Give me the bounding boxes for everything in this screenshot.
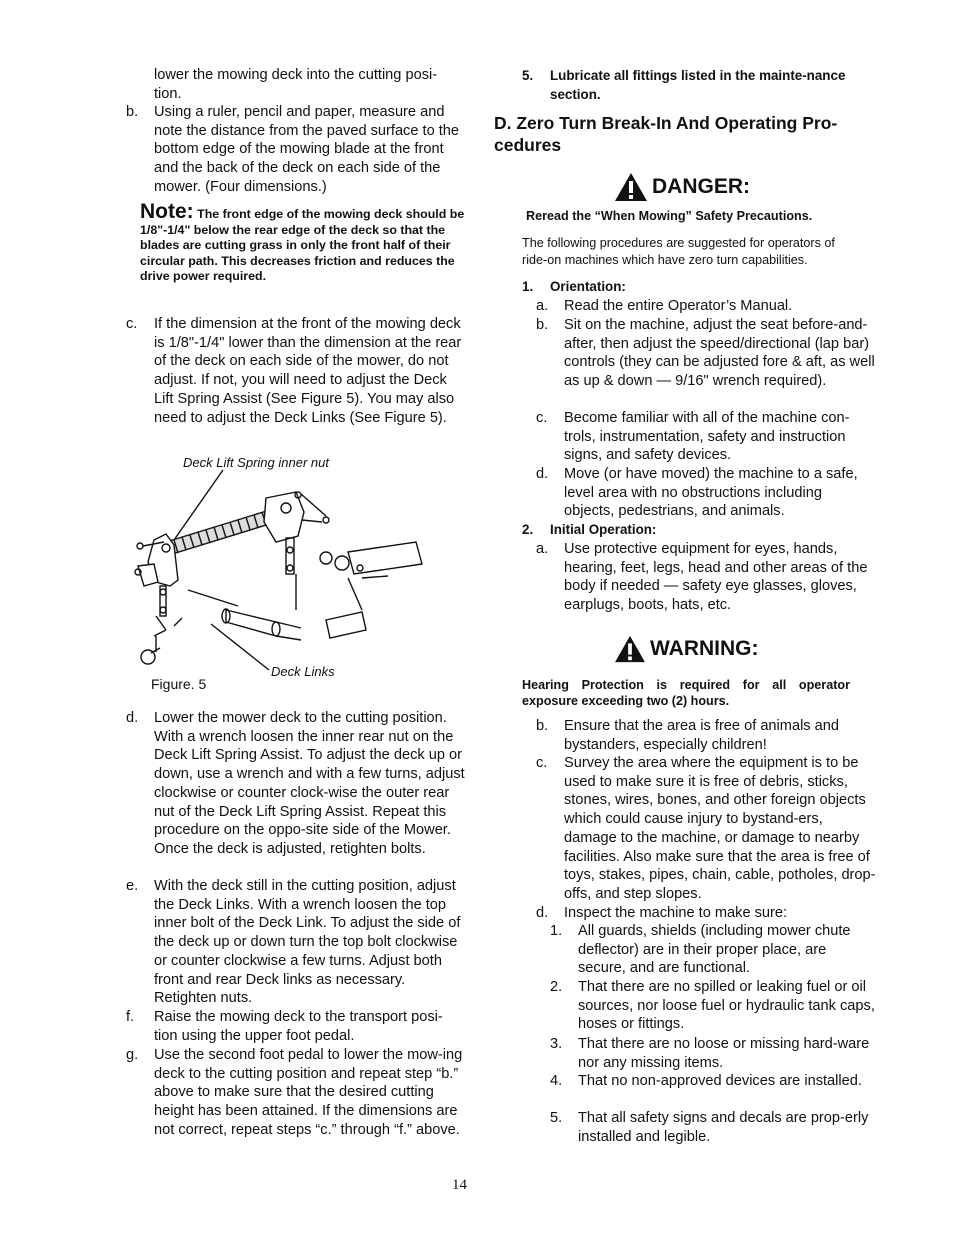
note-text: The front edge of the mowing deck should be 1/8"-1/4" below the rear edge of the deck so that the blades are cutting grass in only the front half of their circular path. This decreases friction and reduces the drive power required.	[140, 207, 465, 283]
initial-d	[536, 904, 876, 923]
item-5-marker: 5.	[522, 68, 534, 83]
initial-b-text: Ensure that the area is free of animals and bystanders, especially children!	[564, 718, 840, 753]
deck-assembly-illustration	[126, 450, 466, 680]
inspect-text: That there are no loose or missing hard-ware nor any missing items.	[578, 1036, 870, 1071]
initial-d-text: Inspect the machine to make sure:	[564, 905, 788, 921]
orientation-a-marker: a.	[536, 298, 549, 314]
initial-c	[536, 754, 876, 904]
orientation-b	[536, 316, 876, 391]
step-d	[126, 709, 466, 859]
note-block	[140, 200, 470, 285]
step-e	[126, 877, 466, 1008]
inspect-item	[550, 922, 876, 978]
danger-subtext: Reread the “When Mowing” Safety Precautions.	[526, 209, 813, 223]
step-g-marker: g.	[126, 1047, 139, 1063]
warning-heading	[614, 635, 759, 663]
inspect-marker: 4.	[550, 1073, 563, 1089]
inspect-text: That there are no spilled or leaking fuel or oil sources, nor loose fuel or hydraulic tank caps, hoses or fittings.	[578, 979, 875, 1033]
figure-caption: Figure. 5	[151, 676, 207, 692]
danger-label: DANGER:	[652, 175, 750, 198]
inspect-text: That all safety signs and decals are prop-erly installed and legible.	[578, 1110, 869, 1145]
inspect-item	[550, 1109, 876, 1146]
warning-icon	[614, 635, 646, 663]
step-c-marker: c.	[126, 316, 138, 332]
inspect-item	[550, 1072, 876, 1091]
orientation-b-marker: b.	[536, 317, 549, 333]
item-5-text: Lubricate all fittings listed in the mainte-nance section.	[550, 68, 846, 102]
inspect-marker: 3.	[550, 1036, 563, 1052]
inspect-marker: 2.	[550, 979, 563, 995]
callout-deck-links: Deck Links	[271, 664, 335, 679]
orientation-a	[536, 297, 876, 316]
inspect-item	[550, 978, 876, 1034]
initial-b-marker: b.	[536, 718, 549, 734]
initial-c-marker: c.	[536, 755, 548, 771]
continued-text: lower the mowing deck into the cutting posi- tion.	[154, 67, 438, 102]
callout-deck-lift-spring: Deck Lift Spring inner nut	[183, 455, 329, 470]
initial-b	[536, 717, 876, 754]
danger-heading	[614, 172, 750, 202]
inspect-text: That no non-approved devices are installed.	[578, 1073, 862, 1089]
orientation-d-text: Move (or have moved) the machine to a safe, level area with no obstructions including objects, pedestrians, and animals.	[564, 466, 858, 520]
step-c	[126, 315, 466, 427]
inspect-item	[550, 1035, 876, 1072]
orientation-label: Orientation:	[550, 279, 626, 294]
step-g-text: Use the second foot pedal to lower the mow-ing deck to the cutting position and repeat step “b.” above to make sure that the desired cutting height has been attained. If the dimensions are not correct, repeat steps “c.” through “f.” above.	[154, 1047, 463, 1138]
figure-5	[126, 450, 466, 700]
orientation-heading	[522, 278, 852, 297]
initial-operation-marker: 2.	[522, 522, 534, 537]
orientation-c-text: Become familiar with all of the machine con-trols, instrumentation, safety and instruction signs, and safety devices.	[564, 410, 850, 464]
warning-label: WARNING:	[650, 637, 759, 660]
warning-text: Hearing Protection is required for all operator exposure exceeding two (2) hours.	[522, 678, 850, 708]
step-f-marker: f.	[126, 1009, 135, 1025]
item-5	[522, 66, 852, 104]
danger-icon	[614, 172, 648, 202]
step-b-marker: b.	[126, 104, 139, 120]
step-d-marker: d.	[126, 710, 139, 726]
step-d-text: Lower the mower deck to the cutting position. With a wrench loosen the inner rear nut on the Deck Lift Spring Assist. To adjust the deck up or down, use a wrench and with a few turns, adjust clockwise or counter clock-wise the outer rear nut of the Deck Lift Spring Assist. Repeat this procedure on the oppo-site side of the Mower. Once the deck is adjusted, retighten bolts.	[154, 710, 465, 857]
initial-operation-label: Initial Operation:	[550, 522, 657, 537]
page-number: 14	[452, 1177, 467, 1193]
note-label: Note:	[140, 200, 194, 223]
initial-a-marker: a.	[536, 541, 549, 557]
step-e-marker: e.	[126, 878, 139, 894]
initial-d-marker: d.	[536, 905, 549, 921]
intro-text: The following procedures are suggested for operators of ride-on machines which have zero turn capabilities.	[522, 236, 835, 267]
step-b-text: Using a ruler, pencil and paper, measure and note the distance from the paved surface to the bottom edge of the mowing blade at the front and the back of the deck on each side of the mower. (Four dimensions.)	[154, 104, 460, 195]
inspect-marker: 5.	[550, 1110, 563, 1126]
orientation-c-marker: c.	[536, 410, 548, 426]
inspect-marker: 1.	[550, 923, 563, 939]
step-e-text: With the deck still in the cutting position, adjust the Deck Links. With a wrench loosen the top inner bolt of the Deck Link. To adjust the side of the deck up or down turn the top bolt clockwise or counter clockwise a few turns. Adjust both front and rear Deck links as necessary. Retighten nuts.	[154, 878, 461, 1007]
orientation-a-text: Read the entire Operator’s Manual.	[564, 298, 793, 314]
inspect-text: All guards, shields (including mower chute deflector) are in their proper place, are secure, and are functional.	[578, 923, 851, 977]
orientation-d-marker: d.	[536, 466, 549, 482]
orientation-b-text: Sit on the machine, adjust the seat before-and-after, then adjust the speed/directional (lap bar) controls (they can be adjusted fore & aft, as well as up & down — 9/16" wrench required).	[564, 317, 875, 390]
initial-a-text: Use protective equipment for eyes, hands, hearing, feet, legs, head and other areas of the body if needed — safety eye glasses, gloves, earplugs, boots, hats, etc.	[564, 541, 868, 614]
orientation-c	[536, 409, 876, 465]
section-heading: D. Zero Turn Break-In And Operating Pro-cedures	[494, 113, 838, 155]
initial-c-text: Survey the area where the equipment is to be used to make sure it is free of debris, sticks, stones, wires, bones, and other foreign objects which could cause injury to bystand-ers, damage to the machine, or damage to nearby facilities. Also make sure that the area is free of toys, stakes, pipes, chain, cable, potholes, drop-offs, and step slopes.	[564, 755, 876, 902]
step-g	[126, 1046, 466, 1140]
orientation-d	[536, 465, 876, 521]
orientation-marker: 1.	[522, 279, 534, 294]
step-f	[126, 1008, 466, 1045]
step-b	[126, 103, 466, 197]
initial-operation-heading	[522, 521, 852, 540]
step-f-text: Raise the mowing deck to the transport posi-tion using the upper foot pedal.	[154, 1009, 443, 1044]
initial-a	[536, 540, 876, 615]
step-c-text: If the dimension at the front of the mowing deck is 1/8"-1/4" lower than the dimension at the rear of the deck on each side of the mower, do not adjust. If not, you will need to adjust the Deck Lift Spring Assist (See Figure 5). You may also need to adjust the Deck Links (See Figure 5).	[154, 316, 462, 426]
